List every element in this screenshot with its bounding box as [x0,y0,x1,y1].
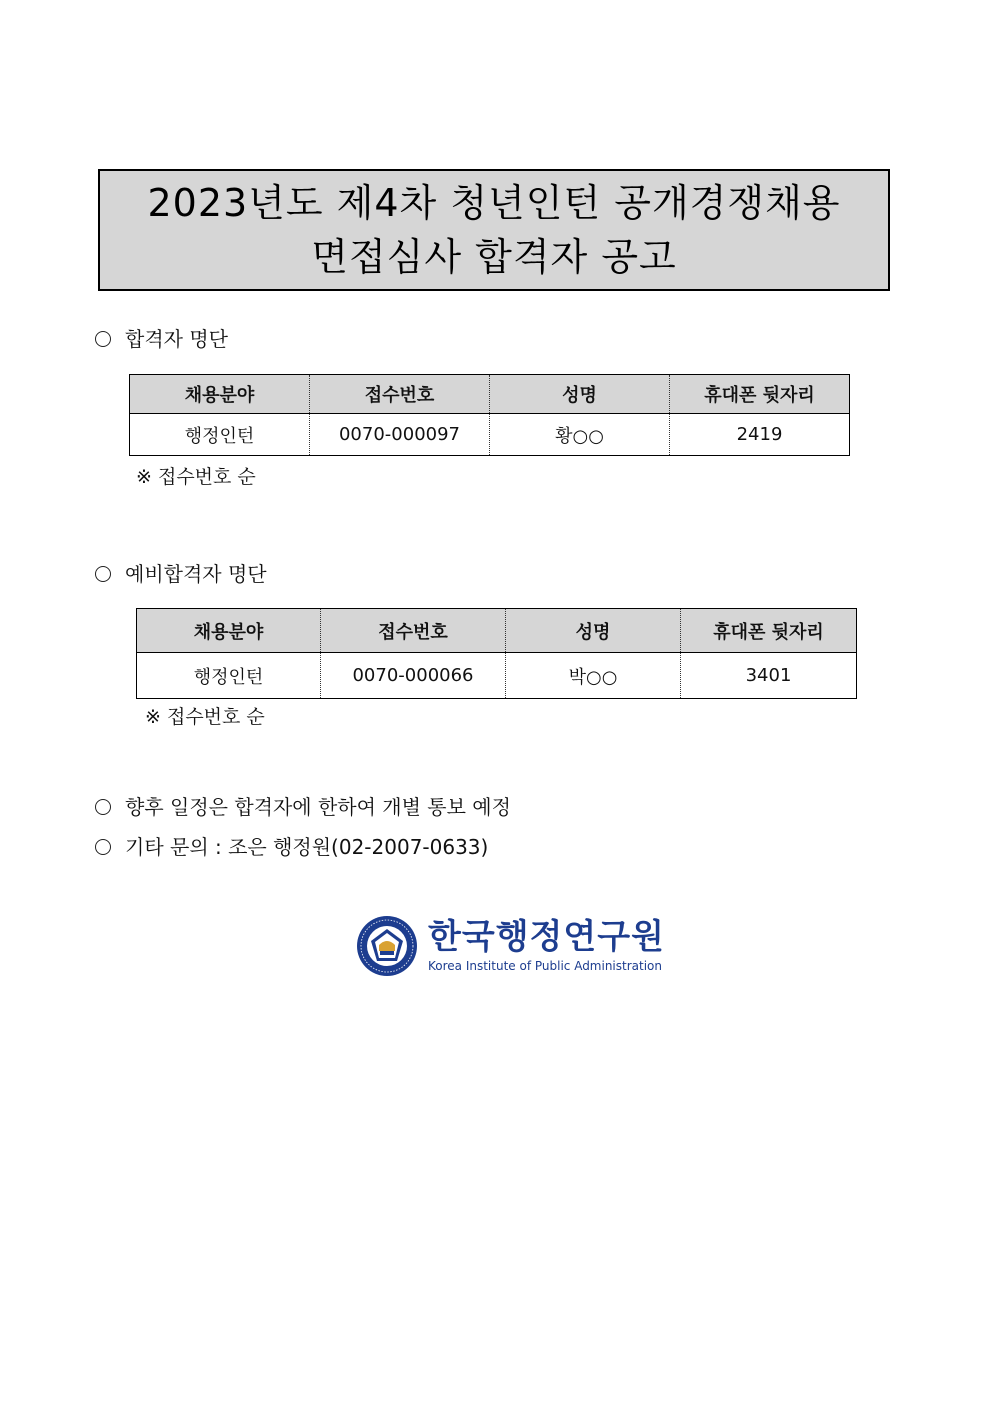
column-header: 접수번호 [310,375,490,414]
reserve-heading-text: 예비합격자 명단 [125,562,267,586]
table-cell: 3401 [681,653,857,699]
table-cell: 0070-000097 [310,414,490,456]
logo-name-korean: 한국행정연구원 [428,917,665,957]
circle-bullet-icon [95,839,111,855]
column-header: 성명 [490,375,670,414]
table-cell: 박○○ [506,653,681,699]
column-header: 채용분야 [130,375,310,414]
table-row [130,414,850,456]
title-box [98,169,890,291]
circle-bullet-icon [95,566,111,582]
column-header: 접수번호 [321,609,506,653]
reserve-heading [95,560,267,588]
logo-text-block [428,918,665,974]
circle-bullet-icon [95,331,111,347]
passed-heading-text: 합격자 명단 [125,327,228,351]
table-cell: 0070-000066 [321,653,506,699]
column-header: 채용분야 [137,609,321,653]
logo-name-english: Korea Institute of Public Administration [428,959,662,973]
passed-heading [95,325,228,353]
reserve-table-header-row [137,609,857,653]
info-line-schedule [95,793,511,821]
title-line-2: 면접심사 합격자 공고 [311,235,677,279]
column-header: 휴대폰 뒷자리 [670,375,850,414]
passed-table [129,374,850,456]
table-cell: 2419 [670,414,850,456]
info-text: 향후 일정은 합격자에 한하여 개별 통보 예정 [125,795,511,819]
table-cell: 행정인턴 [137,653,321,699]
passed-table-header-row [130,375,850,414]
info-text: 기타 문의 : 조은 행정원(02-2007-0633) [125,835,489,859]
passed-note: ※ 접수번호 순 [136,466,256,488]
column-header: 휴대폰 뒷자리 [681,609,857,653]
table-row [137,653,857,699]
institute-logo [356,915,665,977]
column-header: 성명 [506,609,681,653]
institute-emblem-icon [356,915,418,977]
reserve-note: ※ 접수번호 순 [145,706,265,728]
table-cell: 황○○ [490,414,670,456]
title-line-1: 2023년도 제4차 청년인턴 공개경쟁채용 [147,181,841,225]
info-line-contact [95,833,488,861]
table-cell: 행정인턴 [130,414,310,456]
reserve-table [136,608,857,699]
circle-bullet-icon [95,799,111,815]
